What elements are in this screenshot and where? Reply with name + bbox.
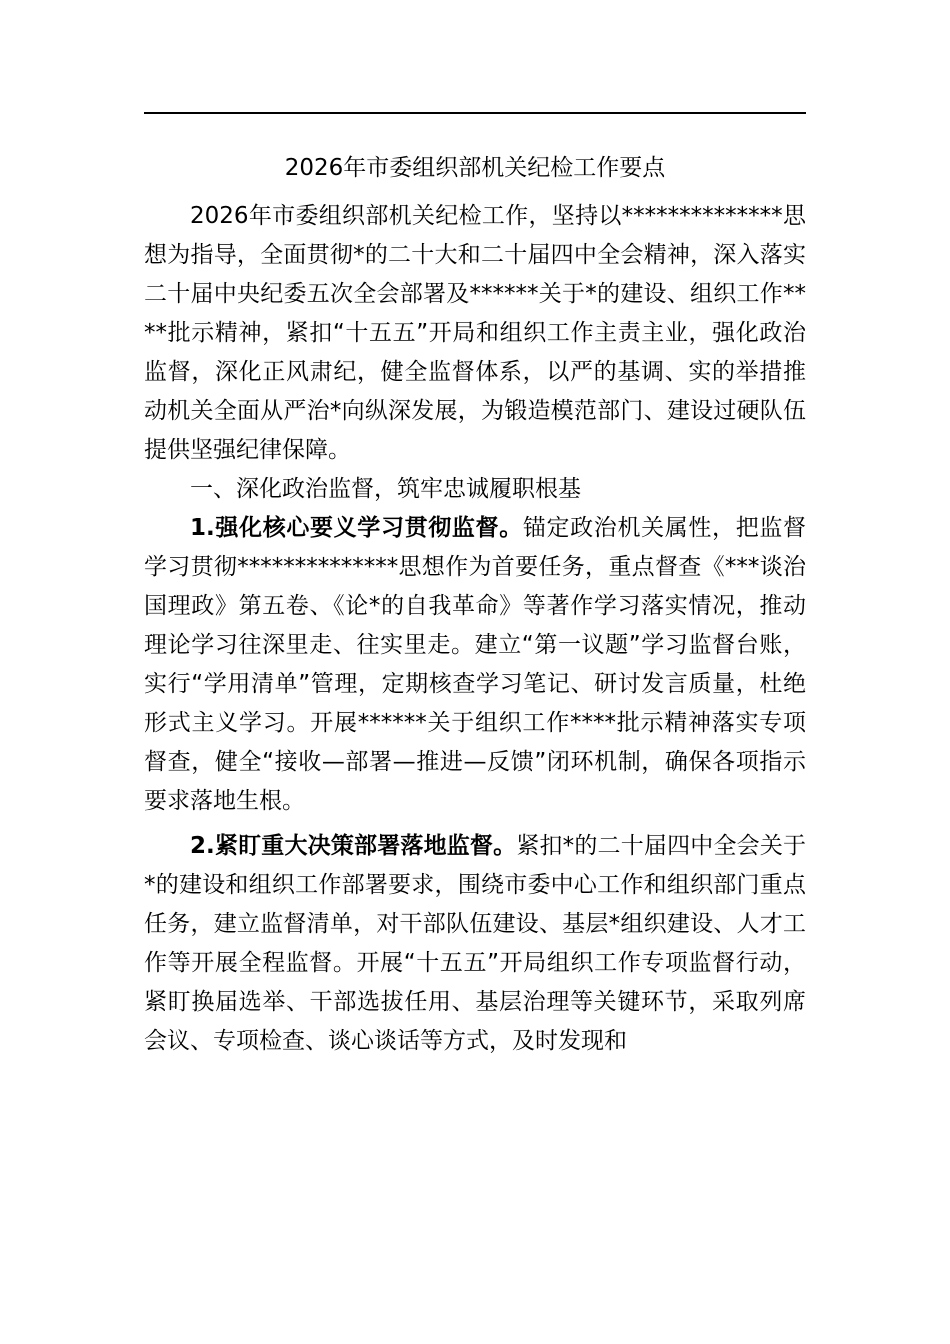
item-1-paragraph [144,509,806,821]
header-rule [144,112,806,114]
section-heading: 一、深化政治监督，筑牢忠诚履职根基 [190,476,581,502]
item-2-lead: 2.紧盯重大决策部署落地监督。 [190,833,517,859]
document-body [144,197,806,1061]
document-title: 2026年市委组织部机关纪检工作要点 [284,155,666,181]
item-1-lead: 1.强化核心要义学习贯彻监督。 [190,515,523,541]
item-1-text: 锚定政治机关属性，把监督学习贯彻**************思想作为首要任务，重点督查《***谈治国理政》第五卷、《论*的自我革命》等著作学习落实情况，推动理论学习往深里走、往实里走。建立“第一议题”学习监督台账，实行“学用清单”管理，定期核查学习笔记、研讨发言质量，杜绝形式主义学习。开展******关于组织工作****批示精神落实专项督查，健全“接收—部署—推进—反馈”闭环机制，确保各项指示要求落地生根。 [144,515,806,814]
item-2-text: 紧扣*的二十届四中全会关于*的建设和组织工作部署要求，围绕市委中心工作和组织部门重点任务，建立监督清单，对干部队伍建设、基层*组织建设、人才工作等开展全程监督。开展“十五五”开局组织工作专项监督行动，紧盯换届选举、干部选拔任用、基层治理等关键环节，采取列席会议、专项检查、谈心谈话等方式，及时发现和 [144,833,807,1054]
intro-paragraph: 2026年市委组织部机关纪检工作，坚持以**************思想为指导，全面贯彻*的二十大和二十届四中全会精神，深入落实二十届中央纪委五次全会部署及******关于*的建设、组织工作****批示精神，紧扣“十五五”开局和组织工作主责主业，强化政治监督，深化正风肃纪，健全监督体系，以严的基调、实的举措推动机关全面从严治*向纵深发展，为锻造模范部门、建设过硬队伍提供坚强纪律保障。 [144,203,806,463]
item-2-paragraph [144,827,806,1061]
